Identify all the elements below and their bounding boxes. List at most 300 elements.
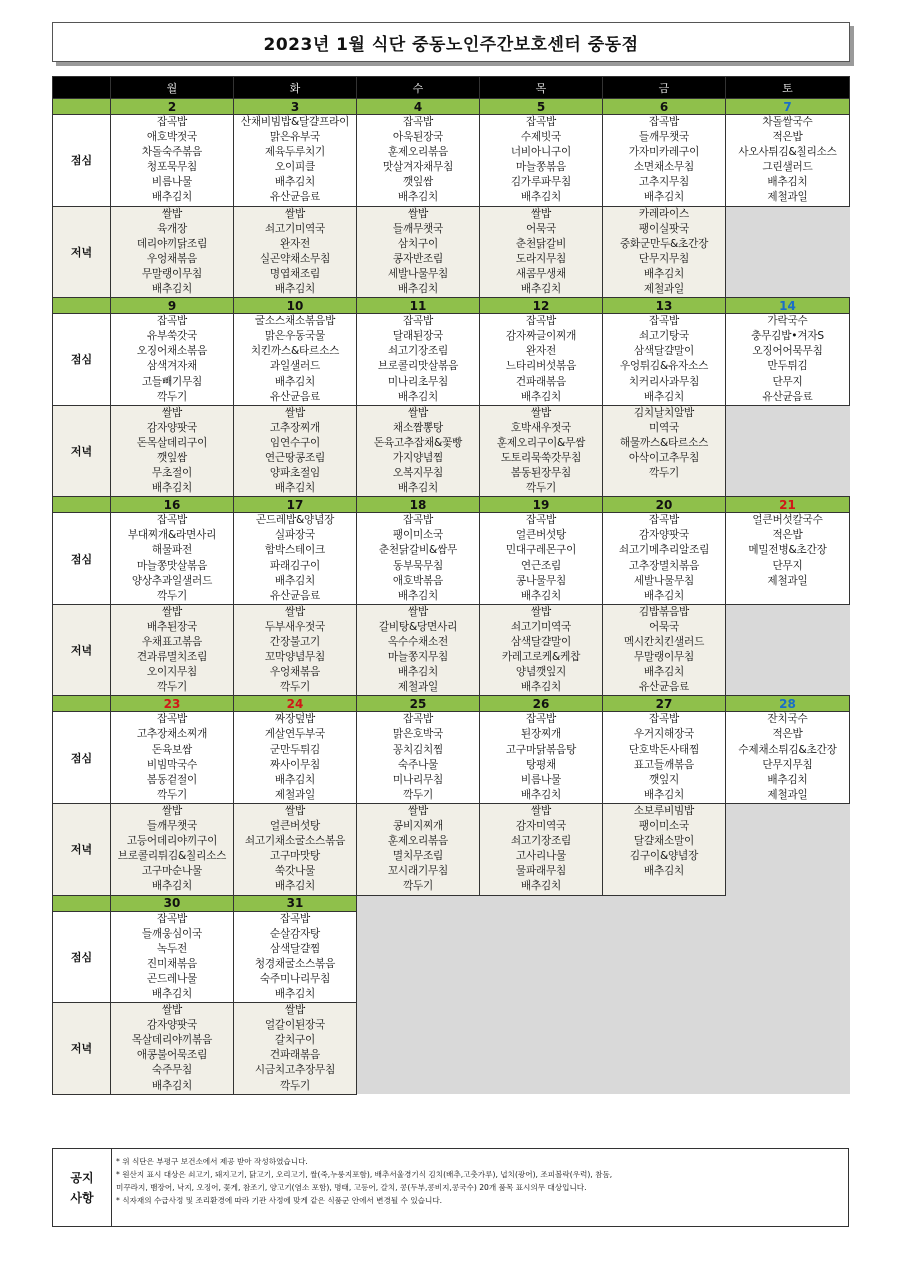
menu-item: 배추김치 [643,788,685,801]
lunch-label: 점심 [53,911,111,1003]
date-cell: 13 [603,298,726,314]
menu-item: 쑥갓나물 [274,865,316,878]
menu-item: 배추김치 [520,589,562,602]
date-cell: 25 [357,696,480,712]
menu-item: 제철과일 [274,788,316,801]
menu-item: 양파초절임 [269,467,321,480]
menu-item: 잡곡밥 [402,315,434,328]
dinner-label: 저녁 [53,405,111,497]
menu-item: 배추김치 [151,880,193,893]
menu-item: 콩자반조림 [392,252,444,265]
menu-item: 탕평채 [525,758,557,771]
menu-item: 고들빼기무침 [141,375,203,388]
dinner-menu-cell [480,803,603,895]
menu-item: 잡곡밥 [156,514,188,527]
date-cell: 17 [234,497,357,513]
menu-item: 된장찌개 [520,728,562,741]
menu-item: 쌀밥 [284,605,306,618]
menu-item: 고구마닭볶음탕 [505,743,577,756]
menu-item: 우엉채볶음 [146,252,198,265]
menu-item: 치커리사과무침 [628,375,700,388]
menu-item: 유산균음료 [269,390,321,403]
menu-item: 배추김치 [767,176,808,189]
dinner-label: 저녁 [53,604,111,696]
menu-item: 배추김치 [274,880,316,893]
menu-item: 배추김치 [767,773,808,786]
menu-item: 맑은우동국물 [264,330,326,343]
empty-cell [603,895,726,911]
menu-item: 들깨웅심이국 [141,927,203,940]
menu-item: 세발나물무침 [387,267,449,280]
date-cell: 19 [480,497,603,513]
menu-item: 잡곡밥 [525,713,557,726]
menu-item: 호박새우젓국 [510,421,572,434]
date-row [53,99,850,115]
page-title: 2023년 1월 식단 중동노인주간보호센터 중동점 [52,22,850,62]
menu-item: 동부묵무침 [392,559,444,572]
menu-item: 청경채굴소스볶음 [254,957,336,970]
menu-item: 맛살겨자채무침 [382,161,454,174]
menu-item: 꼬시래기무침 [387,865,449,878]
date-cell: 18 [357,497,480,513]
menu-item: 쌀밥 [161,804,183,817]
menu-item: 비름나물 [151,176,193,189]
date-row-label [53,497,111,513]
lunch-menu-cell [111,513,234,605]
date-cell: 3 [234,99,357,115]
menu-item: 잡곡밥 [402,116,434,128]
menu-item: 잡곡밥 [525,116,557,128]
menu-item: 감자미역국 [515,820,567,833]
lunch-menu-cell [726,314,850,406]
date-cell: 5 [480,99,603,115]
empty-cell [603,911,726,1003]
menu-item: 민대구레몬구이 [505,544,577,557]
lunch-label: 점심 [53,314,111,406]
menu-item: 쌀밥 [530,605,552,618]
menu-item: 어묵국 [525,222,557,235]
date-row [53,298,850,314]
menu-item: 삼색겨자채 [146,360,198,373]
menu-item: 팽이미소국 [392,529,444,542]
menu-item: 완자전 [525,345,557,358]
menu-item: 깍두기 [648,467,680,480]
menu-item: 임연수구이 [269,436,321,449]
menu-item: 배추김치 [520,191,562,204]
menu-item: 감자양팟국 [638,529,690,542]
menu-item: 파래김구이 [269,559,321,572]
menu-item: 아삭이고추무침 [628,451,700,464]
menu-item: 배추김치 [520,283,562,296]
menu-item: 미나리무침 [392,773,444,786]
menu-item: 함박스테이크 [264,544,326,557]
lunch-menu-cell [603,314,726,406]
lunch-menu-cell [357,513,480,605]
menu-item: 쌀밥 [407,406,429,419]
menu-item: 얼큰버섯칼국수 [752,514,823,527]
menu-item: 들깨무챗국 [392,222,444,235]
menu-item: 무말랭이무침 [141,267,203,280]
menu-item: 도토리묵쑥갓무침 [500,451,582,464]
menu-item: 배추김치 [274,773,316,786]
menu-item: 마늘쫑지무침 [387,651,449,664]
weekday-header: 월 [111,77,234,99]
menu-item: 깻잎쌈 [402,176,434,189]
dinner-label: 저녁 [53,1003,111,1095]
date-row-label [53,298,111,314]
weekday-header: 수 [357,77,480,99]
menu-item: 깍두기 [156,681,188,694]
menu-item: 깍두기 [525,482,557,495]
menu-item: 소면채소무침 [633,161,695,174]
menu-item: 배추김치 [274,987,316,1000]
menu-item: 배추김치 [520,788,562,801]
menu-item: 잡곡밥 [279,912,311,925]
menu-item: 잡곡밥 [156,315,188,328]
menu-item: 고추장채소찌개 [136,728,208,741]
menu-item: 잡곡밥 [648,713,680,726]
date-cell: 9 [111,298,234,314]
lunch-menu-cell [603,115,726,207]
menu-item: 브로콜리맛살볶음 [377,360,459,373]
dinner-label: 저녁 [53,206,111,298]
menu-item: 건파래볶음 [269,1049,321,1062]
menu-item: 삼색달걀말이 [510,636,572,648]
menu-item: 달래된장국 [392,330,444,343]
menu-item: 배추김치 [397,589,439,602]
date-cell: 2 [111,99,234,115]
menu-item: 차돌숙주볶음 [141,146,203,159]
menu-item: 쌀밥 [407,804,429,817]
menu-item: 오징어채소볶음 [136,345,208,358]
menu-item: 우채표고볶음 [141,636,203,648]
menu-item: 배추김치 [643,666,685,679]
menu-item: 쇠고기메추리알조림 [618,544,710,557]
menu-item: 간장불고기 [269,636,321,648]
lunch-menu-cell [111,712,234,804]
menu-item: 브로콜리튀김&칠리소스 [117,850,227,863]
menu-item: 배추김치 [151,1079,193,1092]
menu-item: 카레고로케&케찹 [501,651,581,664]
menu-item: 깻잎지 [648,773,680,786]
menu-item: 꽁치김치찜 [392,743,444,756]
menu-item: 쌀밥 [407,605,429,618]
menu-item: 견과류멸치조림 [136,651,208,664]
menu-item: 가지양념찜 [392,451,444,464]
menu-item: 쌀밥 [284,207,306,220]
menu-item: 배추김치 [151,191,193,204]
menu-item: 꼬막양념무침 [264,651,326,664]
date-cell: 26 [480,696,603,712]
menu-item: 쌀밥 [284,804,306,817]
dinner-row [53,1003,850,1095]
empty-cell [726,604,850,696]
empty-cell [726,206,850,298]
menu-item: 도라지무침 [515,252,567,265]
menu-item [726,589,849,604]
lunch-menu-cell [603,513,726,605]
menu-item: 완자전 [279,237,311,250]
menu-item: 순살감자탕 [269,927,321,940]
weekday-header: 토 [726,77,850,99]
menu-item: 중화군만두&초간장 [619,237,709,250]
dinner-row [53,405,850,497]
dinner-label: 저녁 [53,803,111,895]
menu-item: 김구이&양념장 [629,850,699,863]
dinner-menu-cell [480,405,603,497]
menu-item: 가자미카레구이 [628,146,700,159]
menu-item: 쇠고기장조림 [387,345,449,358]
menu-item: 쌀밥 [161,1004,183,1017]
lunch-menu-cell [234,513,357,605]
menu-item: 배추김치 [274,574,316,587]
menu-item: 배추김치 [397,666,439,679]
date-cell: 27 [603,696,726,712]
dinner-menu-cell [111,206,234,298]
dinner-row [53,803,850,895]
menu-item: 깍두기 [402,788,434,801]
menu-item: 애콩불어묵조림 [136,1049,208,1062]
lunch-menu-cell [480,314,603,406]
menu-item: 쌀밥 [530,804,552,817]
lunch-menu-cell [357,314,480,406]
menu-item: 어묵국 [648,620,680,633]
lunch-label: 점심 [53,115,111,207]
menu-item: 세발나물무침 [633,574,695,587]
menu-item: 훈제오리구이&무쌈 [496,436,586,449]
lunch-menu-cell [111,314,234,406]
menu-item: 단무지 [772,375,803,388]
menu-item: 수제빗국 [520,131,562,144]
menu-item: 굴소스채소볶음밥 [254,315,336,328]
menu-item: 육개장 [156,222,188,235]
dinner-menu-cell [357,604,480,696]
menu-item: 만두튀김 [767,360,808,373]
menu-item: 맑은유부국 [269,131,321,144]
menu-item: 유산균음료 [269,589,321,602]
menu-item: 쇠고기장조림 [510,835,572,848]
menu-item: 배추김치 [643,191,685,204]
menu-item: 삼치구이 [397,237,439,250]
header-corner [53,77,111,99]
lunch-menu-cell [234,115,357,207]
menu-item: 단무지무침 [638,252,690,265]
lunch-menu-cell [111,115,234,207]
menu-item: 미나리초무침 [387,375,449,388]
menu-item: 쌀밥 [161,207,183,220]
notice-label-line1: 공지 [70,1170,94,1185]
empty-cell [357,911,480,1003]
lunch-menu-cell [111,911,234,1003]
menu-item: 잡곡밥 [525,514,557,527]
empty-cell [726,803,850,895]
dinner-menu-cell [480,206,603,298]
menu-item: 유산균음료 [762,390,813,403]
menu-item: 단무지무침 [762,758,813,771]
menu-item: 수제채소튀김&초간장 [738,743,837,756]
menu-item: 해물파전 [151,544,193,557]
menu-item: 무초절이 [151,467,193,480]
menu-item: 배추김치 [397,191,439,204]
notice-line: 미꾸라지, 뱀장어, 낙지, 오징어, 꽃게, 참조기, 양고기(염소 포함), 명태, 고등어, 갈치, 콩(두부,콩비지,콩국수) 20개 품목 표시의무 대상입니다. [116,1183,587,1192]
menu-item: 쌀밥 [284,406,306,419]
menu-item: 돈육보쌈 [151,743,193,756]
menu-item: 깍두기 [279,681,311,694]
menu-item: 들깨무챗국 [146,820,198,833]
menu-item: 잡곡밥 [525,315,557,328]
menu-item: 가락국수 [767,315,808,328]
menu-item: 얼갈이된장국 [264,1019,326,1032]
menu-item: 카레라이스 [638,207,690,220]
date-cell: 6 [603,99,726,115]
empty-cell [480,895,603,911]
menu-item: 잔치국수 [767,713,808,726]
date-cell: 16 [111,497,234,513]
menu-item: 깍두기 [279,1079,311,1092]
menu-item: 쇠고기미역국 [510,620,572,633]
menu-item: 잡곡밥 [648,315,680,328]
lunch-label: 점심 [53,513,111,605]
menu-item: 배추김치 [274,283,316,296]
menu-item: 배추김치 [643,865,685,878]
menu-item: 연근조림 [520,559,562,572]
menu-item: 감자양팟국 [146,421,198,434]
notice-section [52,1148,849,1227]
date-cell: 14 [726,298,850,314]
notice-body [112,1149,848,1226]
date-cell: 30 [111,895,234,911]
menu-item: 오이피클 [274,161,316,174]
menu-item: 군만두튀김 [269,743,321,756]
menu-item: 오이지무침 [146,666,198,679]
menu-item: 연근땅콩조림 [264,451,326,464]
date-cell: 4 [357,99,480,115]
menu-item: 멸치무조림 [392,850,444,863]
menu-item: 배추김치 [520,880,562,893]
menu-item: 게살연두부국 [264,728,326,741]
empty-cell [603,1003,726,1095]
menu-item: 고추장찌개 [269,421,321,434]
dinner-menu-cell [234,206,357,298]
menu-item: 훈제오리볶음 [387,146,449,159]
menu-item: 콩나물무침 [515,574,567,587]
menu-item: 사오사튀김&칠리소스 [738,146,837,159]
dinner-menu-cell [603,405,726,497]
menu-item: 청포묵무침 [146,161,198,174]
menu-item: 배추김치 [274,482,316,495]
menu-item: 콩비지찌개 [392,820,444,833]
menu-item: 부대찌개&라면사리 [127,529,217,542]
menu-item: 충무김밥•겨자S [751,330,824,343]
date-cell: 21 [726,497,850,513]
date-cell: 31 [234,895,357,911]
menu-item: 단호박돈사태찜 [628,743,700,756]
menu-item: 배추김치 [151,283,193,296]
menu-item: 팽이실팟국 [638,222,690,235]
menu-item: 제철과일 [643,283,685,296]
date-cell: 23 [111,696,234,712]
menu-item: 깍두기 [156,589,188,602]
dinner-menu-cell [234,1003,357,1095]
menu-item: 춘천닭갈비 [515,237,567,250]
empty-cell [480,1003,603,1095]
dinner-menu-cell [234,803,357,895]
lunch-row [53,115,850,207]
menu-item: 봄동겉절이 [146,773,198,786]
menu-item: 돈목살데리구이 [136,436,208,449]
menu-item: 고추지무침 [638,176,690,189]
menu-item: 진미채볶음 [146,957,198,970]
menu-item: 목살데리야끼볶음 [131,1034,213,1047]
menu-item: 비빔막국수 [146,758,198,771]
weekday-header: 화 [234,77,357,99]
menu-item: 배추김치 [151,482,193,495]
menu-item: 유산균음료 [638,681,690,694]
empty-cell [357,1003,480,1095]
menu-item: 오복지무침 [392,467,444,480]
menu-item: 고구마순나물 [141,865,203,878]
weekday-header: 목 [480,77,603,99]
menu-item: 쌀밥 [530,207,552,220]
menu-item: 갈치구이 [274,1034,316,1047]
menu-item: 유산균음료 [269,191,321,204]
menu-item: 쌀밥 [161,406,183,419]
menu-item: 숙주무침 [151,1064,193,1077]
meal-plan-table [52,76,850,1095]
dinner-menu-cell [603,604,726,696]
menu-item: 쇠고기미역국 [264,222,326,235]
menu-item: 고사리나물 [515,850,567,863]
dinner-menu-cell [480,604,603,696]
dinner-row [53,206,850,298]
date-row [53,696,850,712]
lunch-menu-cell [234,911,357,1003]
menu-item: 김치날치알밥 [633,406,695,419]
menu-item: 제철과일 [767,191,808,204]
menu-item: 마늘쫑맛살볶음 [136,559,208,572]
dinner-menu-cell [111,405,234,497]
date-cell: 20 [603,497,726,513]
menu-item: 옥수수채소전 [387,636,449,648]
menu-item: 돈육고추잡채&꽃빵 [373,436,463,449]
lunch-menu-cell [234,712,357,804]
menu-item: 맑은호박국 [392,728,444,741]
menu-item: 배추김치 [397,283,439,296]
menu-item: 시금치고추장무침 [254,1064,336,1077]
date-cell: 24 [234,696,357,712]
menu-item: 숙주미나리무침 [259,972,331,985]
empty-cell [726,1003,850,1095]
lunch-menu-cell [726,115,850,207]
menu-item: 표고들깨볶음 [633,758,695,771]
empty-cell [480,911,603,1003]
date-row [53,895,850,911]
menu-item: 그린샐러드 [762,161,813,174]
menu-item: 잡곡밥 [648,514,680,527]
menu-item: 해물까스&타르소스 [619,436,709,449]
menu-item: 얼큰버섯탕 [515,529,567,542]
lunch-menu-cell [726,513,850,605]
menu-item: 배추김치 [274,176,316,189]
date-row-label [53,895,111,911]
empty-cell [726,895,850,911]
menu-item [603,481,725,496]
lunch-menu-cell [357,115,480,207]
dinner-menu-cell [111,604,234,696]
menu-item: 봄동된장무침 [510,467,572,480]
menu-item: 미역국 [648,421,680,434]
menu-item: 마늘쫑볶음 [515,161,567,174]
